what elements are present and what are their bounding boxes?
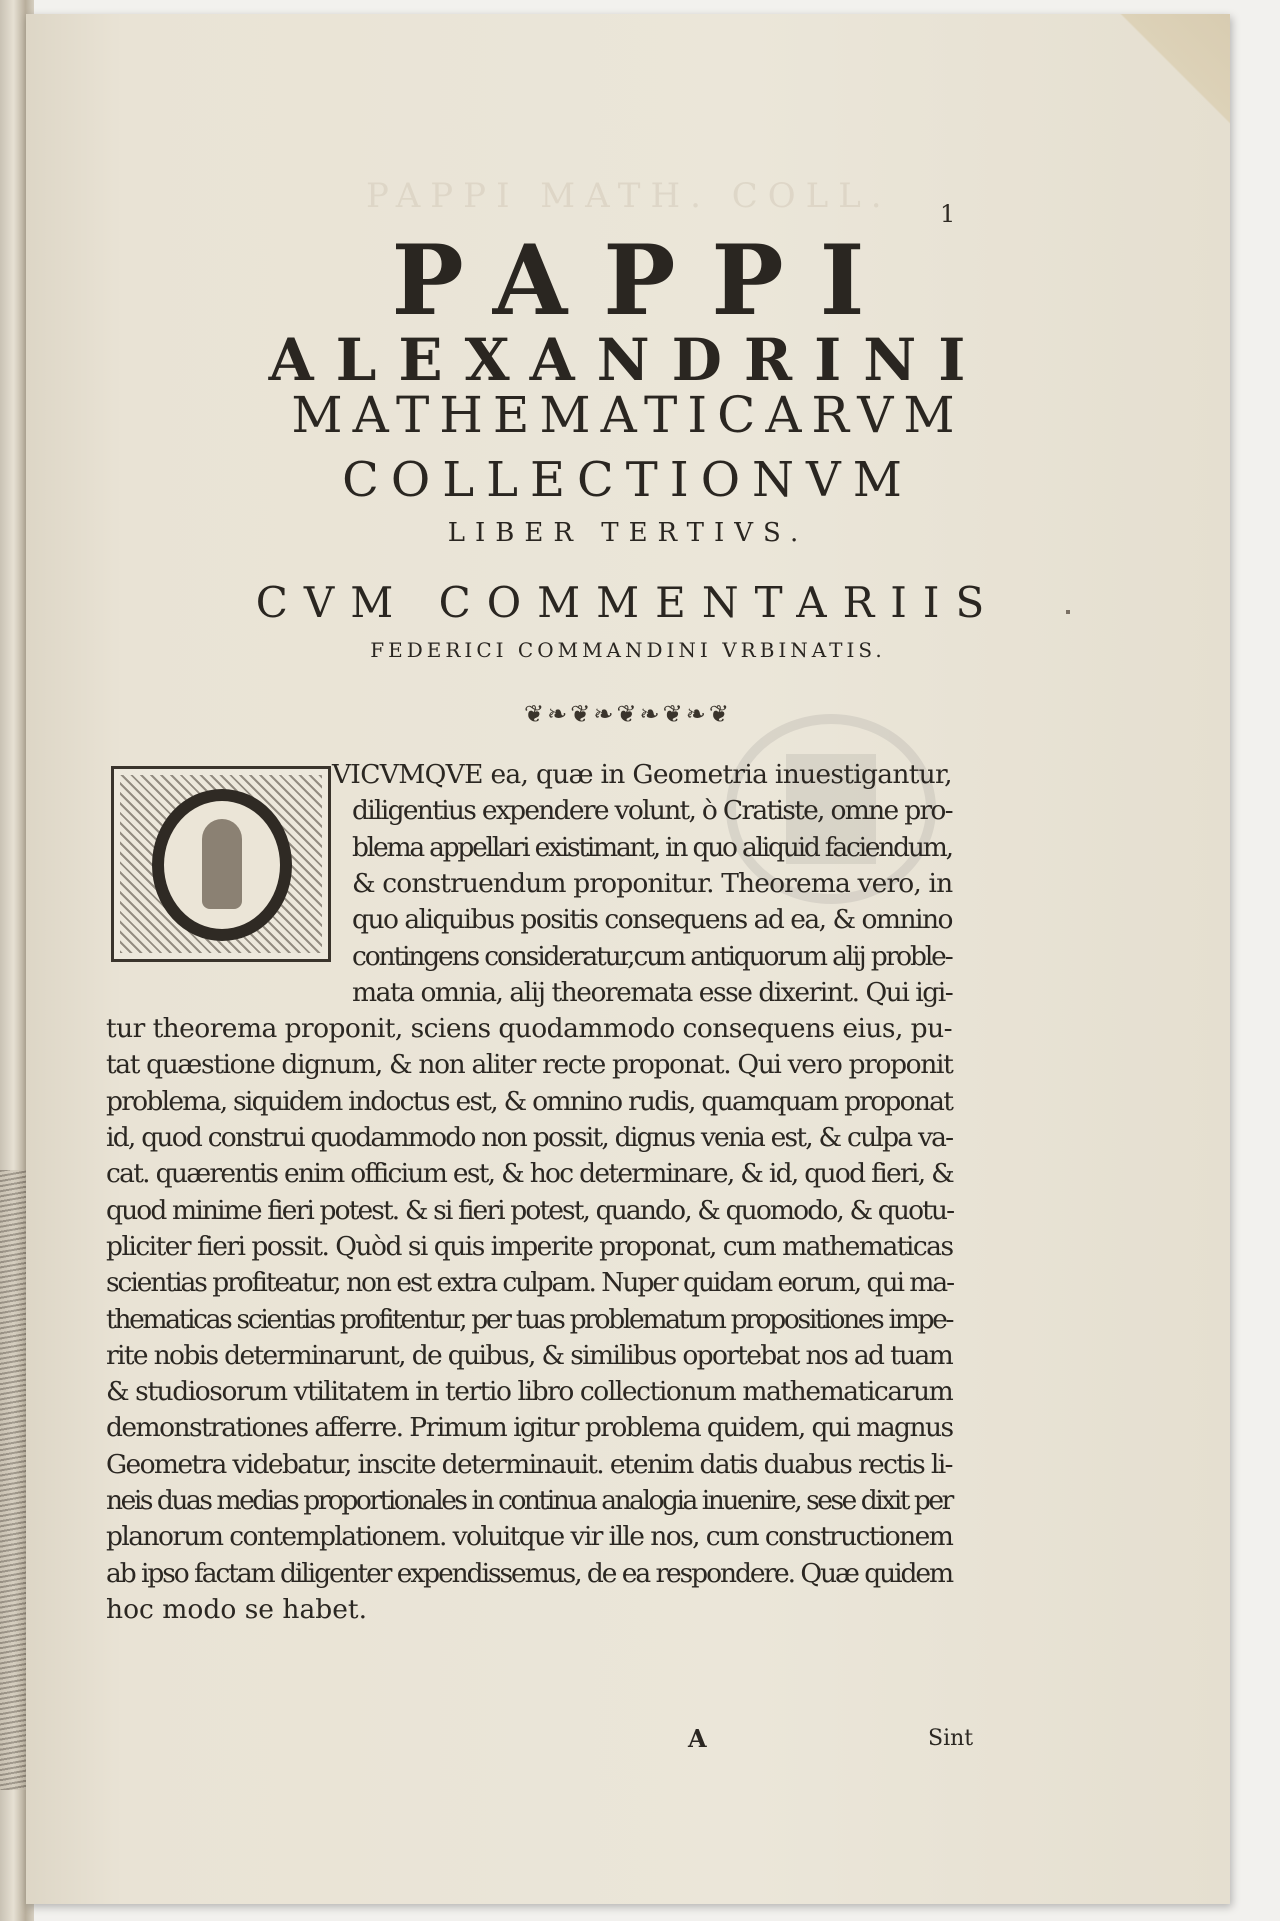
margin-mark xyxy=(1066,610,1070,614)
body-line: ab ipso factam diligenter expendissemus, de ea respondere. Quæ quidem xyxy=(106,1557,953,1589)
body-line: cat. quærentis enim officium est, & hoc determinare, & id, quod fieri, & xyxy=(106,1158,954,1190)
fleuron-ornament: ❦❧❦❧❦❧❦❧❦ xyxy=(524,700,732,728)
catchword: Sint xyxy=(928,1726,974,1751)
worn-page-corner xyxy=(1110,14,1230,134)
body-line: contingens consideratur,cum antiquorum alij proble- xyxy=(352,940,952,972)
initial-figure-icon xyxy=(202,819,242,909)
signature-mark: A xyxy=(688,1724,707,1753)
title-collectionum: COLLECTIONVM xyxy=(342,452,914,508)
body-line: problema, siquidem indoctus est, & omnino rudis, quamquam proponat xyxy=(106,1085,953,1117)
body-line: Geometra videbatur, inscite determinauit. etenim datis duabus rectis li- xyxy=(106,1448,952,1480)
body-line: quo aliquibus positis consequens ad ea, & omnino xyxy=(352,904,952,936)
body-line: blema appellari existimant, in quo aliquid faciendum, xyxy=(352,831,952,863)
body-line: & construendum proponitur. Theorema vero, in xyxy=(352,867,953,899)
decorated-initial-q xyxy=(111,766,331,962)
body-line: pliciter fieri possit. Quòd si quis imperite proponat, cum mathematicas xyxy=(106,1230,953,1262)
body-line: hoc modo se habet. xyxy=(106,1593,368,1625)
title-federici: FEDERICI COMMANDINI VRBINATIS. xyxy=(370,638,886,662)
body-line: & studiosorum vtilitatem in tertio libro collectionum mathematicarum xyxy=(106,1376,953,1408)
body-line: mata omnia, alij theoremata esse dixerint. Qui igi- xyxy=(352,976,953,1008)
title-cum-commentariis: CVM COMMENTARIIS xyxy=(255,578,1001,627)
body-line: scientias profiteatur, non est extra culpam. Nuper quidam eorum, qui ma- xyxy=(106,1267,954,1299)
body-line: rite nobis determinarunt, de quibus, & similibus oportebat nos ad tuam xyxy=(106,1339,953,1371)
folio-number: 1 xyxy=(940,200,956,228)
body-line: tur theorema proponit, sciens quodammodo consequens eius, pu- xyxy=(106,1013,952,1045)
title-pappi: PAPPI xyxy=(391,224,901,337)
body-line: tat quæstione dignum, & non aliter recte proponat. Qui vero proponit xyxy=(106,1049,953,1081)
title-mathematicarum: MATHEMATICARVM xyxy=(291,386,965,444)
body-line: neis duas medias proportionales in continua analogia inuenire, sese dixit per xyxy=(106,1485,952,1516)
title-liber-tertius: LIBER TERTIVS. xyxy=(447,518,809,548)
body-line: VICVMQVE ea, quæ in Geometria inuestigantur, xyxy=(332,759,952,790)
title-alexandrini: ALEXANDRINI xyxy=(268,326,988,394)
body-line: thematicas scientias profitentur, per tuas problematum propositiones impe- xyxy=(106,1303,953,1335)
body-line: quod minime fieri potest. & si fieri potest, quando, & quomodo, & quotu- xyxy=(106,1194,954,1226)
body-line: id, quod construi quodammodo non possit, dignus venia est, & culpa va- xyxy=(106,1122,953,1153)
body-line: diligentius expendere volunt, ò Cratiste, omne pro- xyxy=(352,795,952,827)
book-page xyxy=(26,14,1230,1904)
facing-page-engraving xyxy=(0,1170,26,1790)
show-through-header: PAPPI MATH. COLL. xyxy=(366,176,892,216)
body-line: demonstrationes afferre. Primum igitur problema quidem, qui magnus xyxy=(106,1412,953,1444)
body-line: planorum contemplationem. voluitque vir ille nos, cum constructionem xyxy=(106,1521,953,1553)
